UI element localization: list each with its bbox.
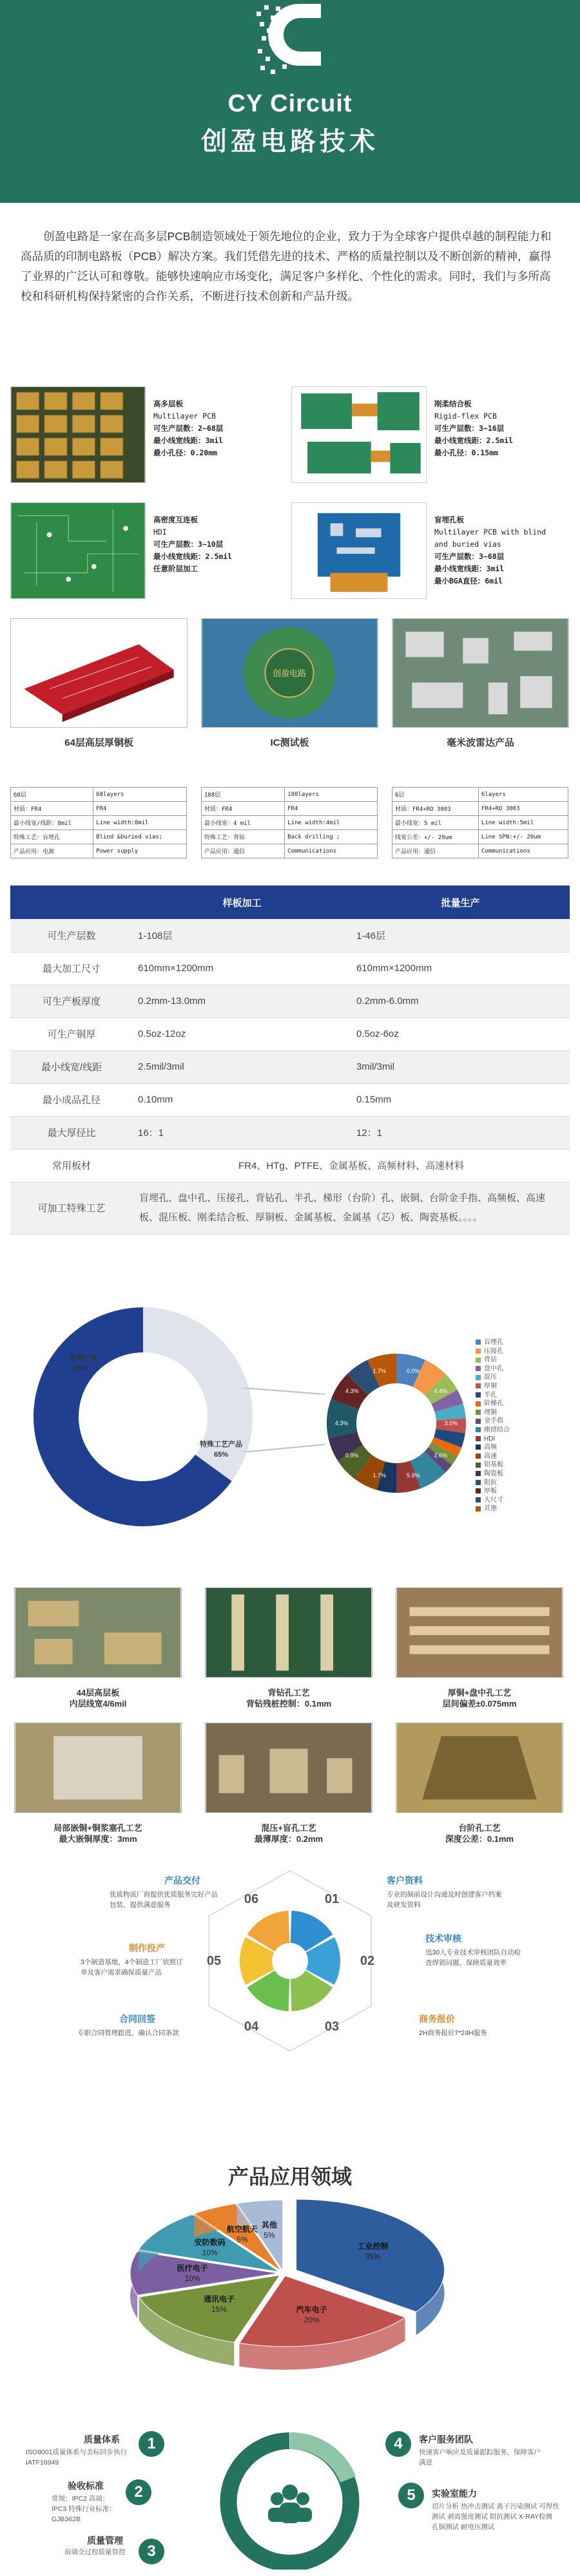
table-row: 可生产板厚度 0.2mm-13.0mm 0.2mm-6.0mm [10, 985, 570, 1018]
service-step-desc: 迅30人专业技术审核团队自动检查焊锁问题，保障质量效率 [425, 1949, 521, 1967]
product-specs: 刚柔结合板 Rigid-flex PCB 可生产层数：3~16层 最小线宽线距：2.5mil 最小孔径：0.15mm [434, 399, 514, 457]
legend-swatch [476, 1349, 481, 1354]
legend-item [476, 1373, 572, 1382]
legend-swatch [476, 1506, 481, 1511]
industry-pie-chart [97, 2190, 483, 2402]
product-specs: 高密度互连板 HDI 可生产层数：3~10层 最小线宽线距：2.5mil 任意阶层加工 [153, 515, 233, 573]
strength-desc: ISO9001质量体系与美标同步执行IATF16949 [26, 2448, 127, 2467]
blind-buried-pcb-photo [291, 502, 427, 599]
pie-slice-percent: 15% [211, 2304, 227, 2314]
legend-item [476, 1470, 572, 1479]
pie-slice-label: 航空航天 [226, 2224, 258, 2234]
strength-number: 2 [126, 2479, 151, 2505]
donut-label-special: 特殊工艺产品 [200, 1441, 242, 1448]
process-caption: 局部嵌铜+铜浆塞孔工艺 最大嵌铜厚度：3mm [53, 1823, 142, 1844]
capability-header-blank [10, 886, 133, 919]
legend-item [476, 1479, 572, 1488]
process-photo [14, 1723, 182, 1813]
industry-section-title: 产品应用领域 [227, 2165, 352, 2188]
legend-swatch [476, 1358, 481, 1363]
legend-item [476, 1391, 572, 1400]
pie-slice-label: 其他 [261, 2221, 277, 2230]
legend-swatch [476, 1488, 481, 1493]
product-card[interactable] [10, 502, 281, 599]
legend-swatch [476, 1471, 481, 1476]
table-row: 可生产层数 1-108层 1-46层 [10, 919, 570, 952]
special-process-legend [476, 1338, 572, 1513]
donut-detail-label: 1.7% [372, 1472, 386, 1479]
service-step-title: 合同回签 [119, 2014, 155, 2024]
legend-item [476, 1347, 572, 1356]
capability-header-sample: 样板加工 [133, 886, 351, 919]
step-number: 03 [324, 2020, 340, 2034]
legend-swatch [476, 1340, 481, 1345]
donut-detail-label: 4.3% [334, 1420, 349, 1426]
legend-label: 铝基板 [484, 1461, 503, 1469]
table-row: 最小线宽/线距 2.5mil/3mil 3mil/3mil [10, 1050, 570, 1083]
legend-label: 混压 [484, 1374, 497, 1381]
pie-slice-label: 医疗电子 [177, 2264, 208, 2273]
logo-letter: C [305, 21, 322, 48]
team-icon [268, 2485, 312, 2523]
legend-swatch [476, 1427, 481, 1432]
legend-label: 压接孔 [484, 1347, 503, 1355]
legend-label: 其他 [484, 1505, 497, 1513]
legend-item [476, 1435, 572, 1444]
pie-slice-percent: 10% [202, 2248, 218, 2258]
legend-label: 高频 [484, 1444, 497, 1452]
product-specs: 盲埋孔板 Multilayer PCB with blind and buried vias 可生产层数：3~68层 最小线宽线距：3mil 最小BGA直径：6mil [434, 515, 546, 585]
service-step-desc: 专业的制前设计沟通及时创建客户档案及研发资料 [387, 1891, 502, 1909]
legend-swatch [476, 1454, 481, 1459]
capability-table [10, 886, 570, 1235]
legend-label: 阻抗 [484, 1479, 497, 1486]
rigid-flex-pcb-photo [291, 386, 427, 483]
legend-swatch [476, 1463, 481, 1468]
legend-item [476, 1356, 572, 1365]
chart-icon [138, 1432, 152, 1443]
donut-detail-label: 0.9% [345, 1452, 359, 1459]
mmwave-radar-photo [392, 618, 569, 728]
strength-title: 验收标准 [68, 2481, 104, 2491]
legend-label: 背钻 [484, 1356, 497, 1364]
pie-slice-label: 安防数码 [194, 2238, 226, 2248]
step-number: 02 [360, 1954, 375, 1968]
pie-slice-percent: 5% [264, 2231, 275, 2240]
hdi-pcb-photo [10, 502, 146, 599]
strength-title: 质量体系 [84, 2434, 120, 2445]
legend-swatch [476, 1392, 481, 1397]
legend-item [476, 1496, 572, 1505]
pie-slice-percent: 5% [237, 2235, 248, 2244]
strengths-diagram [187, 2428, 393, 2570]
legend-label: 厚铜 [484, 1382, 497, 1390]
legend-swatch [476, 1444, 481, 1450]
legend-swatch [476, 1497, 481, 1502]
service-step-title: 制作投产 [129, 1943, 165, 1953]
strength-title: 实验室能力 [432, 2488, 477, 2499]
table-row: 最大加工尺寸 610mm×1200mm 610mm×1200mm [10, 952, 570, 985]
strength-number: 3 [139, 2539, 164, 2564]
strength-title: 客户服务团队 [419, 2434, 473, 2445]
special-process-donut-chart [325, 1346, 467, 1501]
legend-label: 半孔 [484, 1391, 497, 1399]
pie-slice-percent: 20% [304, 2315, 320, 2325]
process-photo [396, 1587, 563, 1678]
table-row: 可加工特殊工艺 盲埋孔、盘中孔、压接孔、背钻孔、半孔、梯形（台阶）孔、嵌铜、台阶金手指、高频板、高速板、混压板、刚柔结合板、厚铜板、金属基板、金属基（芯）板、陶瓷基板。。。。 [10, 1182, 570, 1234]
step-number: 06 [244, 1892, 259, 1906]
thick-copper-board-photo [10, 618, 188, 728]
legend-label: 刚挠结合 [484, 1426, 510, 1434]
strength-number: 4 [385, 2431, 411, 2457]
pie-slice-label: 工业控制 [357, 2242, 389, 2251]
legend-label: 埋铜 [484, 1408, 497, 1416]
legend-swatch [476, 1480, 481, 1485]
product-mix-donut-chart [27, 1301, 259, 1533]
legend-swatch [476, 1419, 481, 1424]
strength-title: 质量管理 [87, 2535, 123, 2546]
pie-slice-percent: 10% [184, 2274, 200, 2283]
process-caption: 台阶孔工艺 深度公差：0.1mm [445, 1823, 514, 1844]
legend-item [476, 1443, 572, 1452]
legend-swatch [476, 1366, 481, 1371]
legend-item [476, 1408, 572, 1417]
product-card[interactable] [10, 386, 281, 483]
gallery-caption: 毫米波雷达产品 [446, 737, 514, 748]
ic-test-board-photo [201, 618, 378, 728]
process-photo [396, 1723, 563, 1813]
brand-name-cn: 创盈电路技术 [201, 128, 379, 156]
pie-slice-label: 汽车电子 [296, 2305, 327, 2315]
brand-name-en: CY Circuit [227, 90, 353, 117]
step-number: 04 [244, 2020, 259, 2034]
legend-item [476, 1426, 572, 1435]
strength-number: 1 [139, 2431, 164, 2457]
table-row: 最小成品孔径 0.10mm 0.15mm [10, 1083, 570, 1116]
legend-swatch [476, 1436, 481, 1441]
spec-table: 6层 6layers 材质：FR4+RO 3003 FR4+RO 3003 最小线宽：5 mil Line width:5mil 线宽公差：+/- 20um Line SPN:+/- 20um 产品应用：通信 Communications [392, 787, 568, 858]
strength-desc: 切片分析 热冲击测试 离子污染测试 可焊性测试 剥离强度测试 阻抗测试 X-RAY检测 孔铜测试 耐电压测试 [432, 2503, 559, 2531]
donut-detail-label: 5.9% [407, 1472, 420, 1479]
spec-table: 68层 68layers 材质：FR4 FR4 最小线宽/线距：8mil Line width:8mil 特殊工艺：盲埋孔 Blind &buried vias; 产品应用：电源 Power supply [10, 787, 187, 858]
strength-number: 5 [398, 2483, 424, 2508]
product-card[interactable] [291, 502, 562, 599]
process-caption: 背钻孔工艺 背钻残桩控制：0.1mm [246, 1688, 332, 1709]
step-number: 01 [324, 1892, 340, 1906]
process-caption: 44层高层板 内层线宽4/6mil [69, 1688, 127, 1709]
donut-detail-label: 3.0% [444, 1420, 458, 1426]
process-caption: 混压+盲孔工艺 最薄厚度：0.2mm [254, 1823, 324, 1844]
donut-label-special-pct: 65% [214, 1451, 229, 1459]
legend-label: 盘中孔 [484, 1365, 503, 1372]
service-step-desc: 3个制造基地，4个制造工厂依照订单及客户需求确保质量产品 [81, 1958, 183, 1976]
table-row: 可生产铜厚 0.5oz-12oz 0.5oz-6oz [10, 1018, 570, 1050]
legend-item [476, 1338, 572, 1347]
legend-item [476, 1399, 572, 1408]
legend-swatch [476, 1375, 481, 1380]
gallery-center-label: 创盈电路 [273, 668, 306, 678]
donut-detail-label: 0.0% [407, 1368, 420, 1375]
pie-slice-label: 通讯电子 [204, 2294, 235, 2304]
legend-label: 厚板 [484, 1488, 497, 1495]
process-photo [14, 1587, 182, 1678]
strength-desc: 常规：IPC2 高端：IPC3 特殊行业标准：GJB362B [52, 2495, 116, 2523]
process-photo [205, 1587, 372, 1678]
legend-label: 陶瓷板 [484, 1470, 503, 1477]
service-step-desc: 优质物流厂商提供优质服务完好产品包装，提供满意服务 [110, 1891, 218, 1909]
multilayer-pcb-photo [10, 386, 146, 483]
service-step-title: 客户资料 [387, 1875, 423, 1886]
donut-detail-label: 2.6% [434, 1452, 448, 1459]
table-row: 最大厚径比 16：1 12：1 [10, 1116, 570, 1149]
pie-slice-percent: 35% [365, 2252, 381, 2262]
legend-item [476, 1417, 572, 1426]
donut-detail-label: 4.3% [345, 1388, 359, 1395]
donut-detail-label: 1.7% [372, 1368, 386, 1375]
product-card[interactable] [291, 386, 562, 483]
legend-item [476, 1365, 572, 1374]
legend-label: 金手指 [484, 1417, 503, 1425]
strength-desc: 前端全过程质量管控 [64, 2548, 126, 2556]
legend-label: 盲埋孔 [484, 1339, 503, 1346]
legend-swatch [476, 1401, 481, 1406]
step-number: 05 [206, 1954, 222, 1968]
product-specs: 高多层板 Multilayer PCB 可生产层数：2~68层 最小线宽线距：3mil 最小孔径：0.20mm [153, 399, 224, 457]
donut-label-regular: 常规产品 [70, 1354, 98, 1362]
gallery-caption: 64层高层厚铜板 [64, 737, 133, 748]
legend-label: 高速 [484, 1452, 497, 1460]
spec-table: 108层 108layers 材质：FR4 FR4 最小线宽：4 mil Line width:4mil 特殊工艺：背钻 Back drilling ; 产品应用：通信 Communications [201, 787, 378, 858]
service-step-title: 商务报价 [419, 2014, 455, 2024]
service-step-title: 产品交付 [164, 1875, 200, 1886]
legend-swatch [476, 1410, 481, 1415]
service-step-title: 技术审核 [425, 1933, 461, 1944]
legend-item [476, 1382, 572, 1391]
legend-label: HDI [484, 1435, 496, 1443]
gallery-caption: IC测试板 [270, 737, 309, 748]
legend-label: 阶梯孔 [484, 1400, 503, 1408]
legend-swatch [476, 1383, 481, 1388]
legend-item [476, 1504, 572, 1513]
company-intro: 创盈电路是一家在高多层PCB制造领域处于领先地位的企业，致力于为全球客户提供卓越的制程能力和高品质的印制电路板（PCB）解决方案。我们凭借先进的技术、严格的质量控制以及不断创新的精神，赢得了业界的广泛认可和尊敬。能够快速响应市场变化，满足客户多样化、个性化的需求。同时，我们与多所高校和科研机构保持紧密的合作关系，不断进行技术创新和产品升级。 [21, 230, 552, 303]
donut-slice [143, 1307, 253, 1481]
capability-header-mass: 批量生产 [351, 886, 570, 919]
process-photo [205, 1723, 372, 1813]
service-step-desc: 2H商务报价7*24H服务 [419, 2029, 487, 2037]
donut-detail-label: 4.4% [434, 1388, 448, 1395]
donut-connector [242, 1388, 326, 1452]
legend-item [476, 1461, 572, 1470]
donut-label-regular-pct: 35% [73, 1365, 88, 1372]
legend-label: 大尺寸 [484, 1496, 503, 1504]
logo-icon [256, 3, 324, 86]
legend-item [476, 1452, 572, 1461]
process-caption: 厚铜+盘中孔工艺 层间偏差±0.075mm [442, 1688, 517, 1709]
table-row: 常用板材 FR4、HTg、PTFE、金属基板、高频材料、高速材料 [10, 1149, 570, 1182]
brand-header [0, 0, 580, 203]
strength-desc: 快速客户响应及质量跟踪服务，保障客户满意 [419, 2448, 541, 2467]
legend-item [476, 1487, 572, 1496]
service-step-desc: 专职合同管理跟进，确认合同条款 [77, 2029, 179, 2037]
